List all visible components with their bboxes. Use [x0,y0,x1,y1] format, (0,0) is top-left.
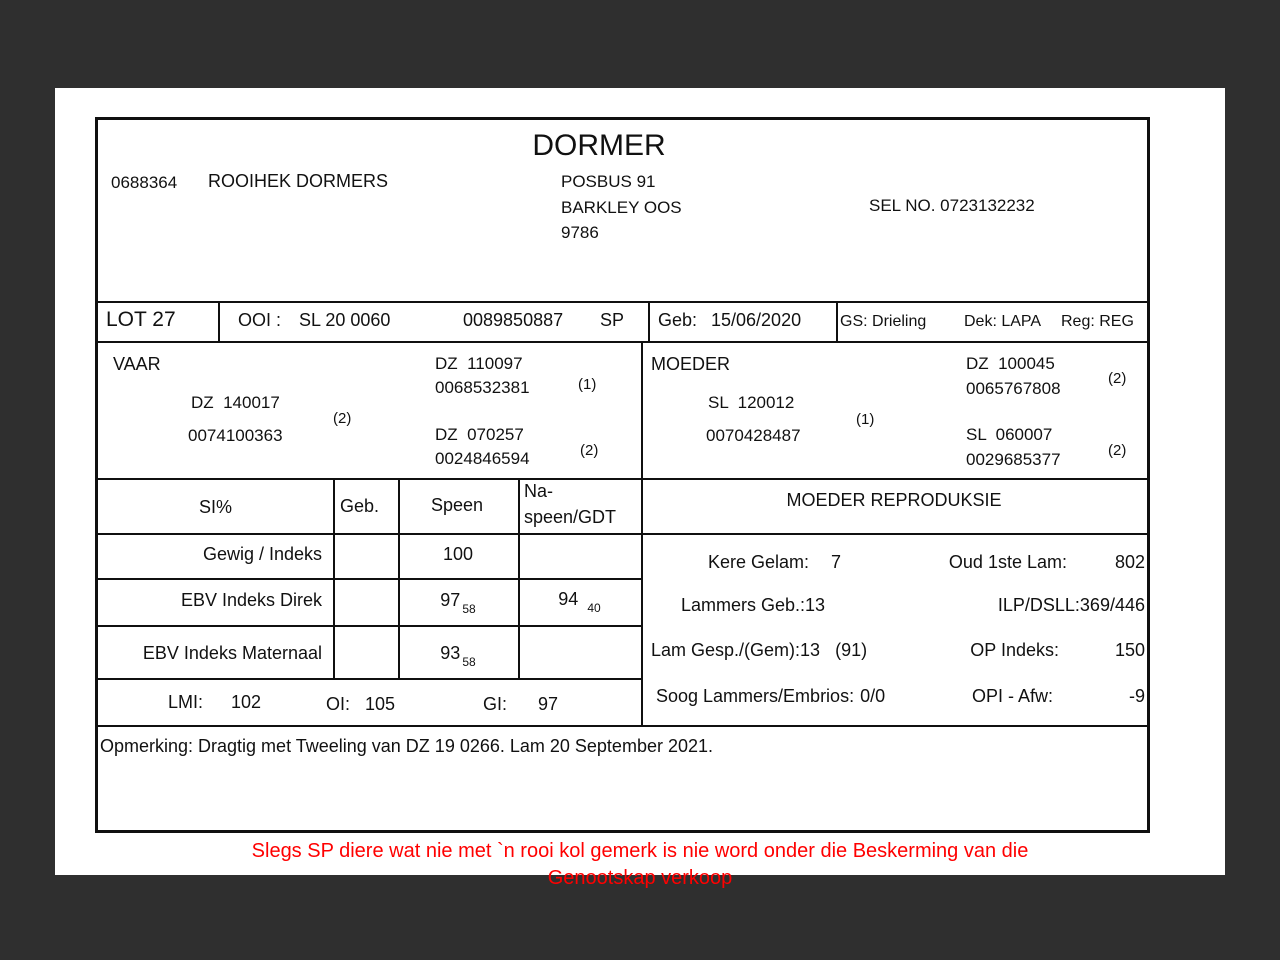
reproduction-title: MOEDER REPRODUKSIE [786,490,1002,510]
column-header-speen: Speen [431,495,484,515]
dam-grandsire-mark: (2) [1108,370,1127,387]
dam-panel-label: MOEDER [651,354,731,374]
remark-text: Opmerking: Dragtig met Tweeling van DZ 19 0266. Lam 20 September 2021. [100,736,714,756]
dam-reg: 0070428487 [706,426,801,445]
ebv-direk-speen-accuracy: 58 [462,602,476,616]
birthdate-value: 15/06/2020 [711,310,802,330]
divider [98,578,641,580]
column-header-naspeen-line2: speen/GDT [524,507,617,527]
ebv-direk-naspeen-value: 94 [558,589,579,609]
dam-grandsire-id: DZ 100045 [966,354,1055,373]
repro-lammers-geb-value: 13 [805,595,826,615]
dam-granddam-mark: (2) [1108,442,1127,459]
animal-reg-number: 0089850887 [463,310,564,330]
sp-warning-line2: Genootskap verkoop [547,867,733,889]
gi-value: 97 [538,694,559,714]
sire-grandsire-reg: 0068532381 [435,378,530,397]
column-header-si: SI% [198,497,232,517]
divider [98,533,641,535]
row-label-gewig-indeks: Gewig / Indeks [202,544,322,564]
ebv-maternaal-speen-cell [398,643,518,669]
ebv-direk-naspeen-cell [518,589,641,615]
repro-ilp-dsll-value: 369/446 [1079,595,1145,615]
repro-lam-gesp-label: Lam Gesp./(Gem): [651,640,801,660]
repro-op-indeks [970,640,1145,662]
divider [98,725,1147,727]
registration-status: Reg: REG [1061,313,1134,330]
column-header-geb: Geb. [340,496,380,516]
row-label-ebv-direk: EBV Indeks Direk [180,590,322,610]
sire-granddam-id: DZ 070257 [435,425,524,444]
divider [218,301,220,343]
member-number: 0688364 [111,173,178,192]
sire-grandsire-id: DZ 110097 [435,354,523,373]
sex-label: OOI : [238,310,282,330]
sire-reg: 0074100363 [188,426,283,445]
oi-value: 105 [365,694,396,714]
repro-lammers-geb-label: Lammers Geb.: [681,595,806,615]
repro-oud-1ste-lam-label: Oud 1ste Lam: [948,552,1067,572]
sire-id: DZ 140017 [191,393,280,412]
repro-opi-afw-value: -9 [1128,686,1145,706]
divider [98,341,1147,343]
repro-oud-1ste-lam [949,552,1145,574]
repro-soog-lammers-label: Soog Lammers/Embrios: [656,686,855,706]
lmi-value: 102 [231,692,262,712]
sp-warning-line1: Slegs SP diere wat nie met `n rooi kol gemerk is nie word onder die Beskerming van die [251,840,1029,862]
repro-ilp-dsll [998,595,1145,617]
breed-title: DORMER [532,129,666,162]
dam-granddam-reg: 0029685377 [966,450,1061,469]
ebv-direk-speen-cell [398,590,518,616]
divider [98,625,641,627]
oi-label: OI: [326,694,351,714]
ebv-maternaal-speen-accuracy: 58 [462,655,476,669]
address-line-3: 9786 [561,223,599,242]
dam-grandsire-reg: 0065767808 [966,379,1061,398]
cell-number: SEL NO. 0723132232 [869,196,1035,215]
repro-kere-gelam-label: Kere Gelam: [708,552,810,572]
divider [98,678,641,680]
sire-granddam-reg: 0024846594 [435,449,530,468]
dam-granddam-id: SL 060007 [966,425,1053,444]
stud-name: ROOIHEK DORMERS [208,171,389,191]
lmi-label: LMI: [168,692,204,712]
sire-panel-label: VAAR [113,354,161,374]
repro-lam-gesp [651,640,867,662]
ebv-maternaal-speen-value: 93 [440,643,461,663]
column-header-naspeen-line1: Na- [524,481,554,501]
repro-kere-gelam-value: 7 [831,552,842,572]
document-page [55,88,1225,889]
divider [98,301,1147,303]
sire-granddam-mark: (2) [580,442,599,459]
repro-opi-afw-label: OPI - Afw: [971,686,1053,706]
sire-grandsire-mark: (1) [578,376,597,393]
address-line-2: BARKLEY OOS [561,198,682,217]
ebv-direk-speen-value: 97 [440,590,461,610]
gewig-speen-value: 100 [442,544,474,564]
dam-id: SL 120012 [708,393,795,412]
divider [641,533,1147,535]
lot-number: LOT 27 [106,308,176,331]
sp-flag: SP [600,310,625,330]
repro-opi-afw [972,686,1145,708]
repro-oud-1ste-lam-value: 802 [1114,552,1145,572]
ebv-direk-naspeen-accuracy: 40 [587,601,601,615]
repro-op-indeks-value: 150 [1114,640,1145,660]
sire-mark: (2) [333,410,352,427]
divider [98,478,1147,480]
divider [836,301,838,343]
repro-soog-lammers [656,686,885,708]
repro-op-indeks-label: OP Indeks: [970,640,1059,660]
gi-label: GI: [483,694,508,714]
repro-ilp-dsll-label: ILP/DSLL: [997,595,1080,615]
row-label-ebv-maternaal: EBV Indeks Maternaal [142,643,322,663]
pedigree-card [95,117,1150,833]
divider [648,301,650,343]
birth-status: GS: Drieling [840,313,927,330]
birthdate-label: Geb: [658,310,698,330]
dam-mark: (1) [856,411,875,428]
repro-kere-gelam [708,552,841,574]
repro-soog-lammers-value: 0/0 [860,686,886,706]
repro-lammers-geb [681,595,825,617]
animal-id: SL 20 0060 [299,310,391,330]
mating-type: Dek: LAPA [964,313,1042,330]
address-line-1: POSBUS 91 [561,172,656,191]
repro-lam-gesp-value: 13 (91) [800,640,868,660]
